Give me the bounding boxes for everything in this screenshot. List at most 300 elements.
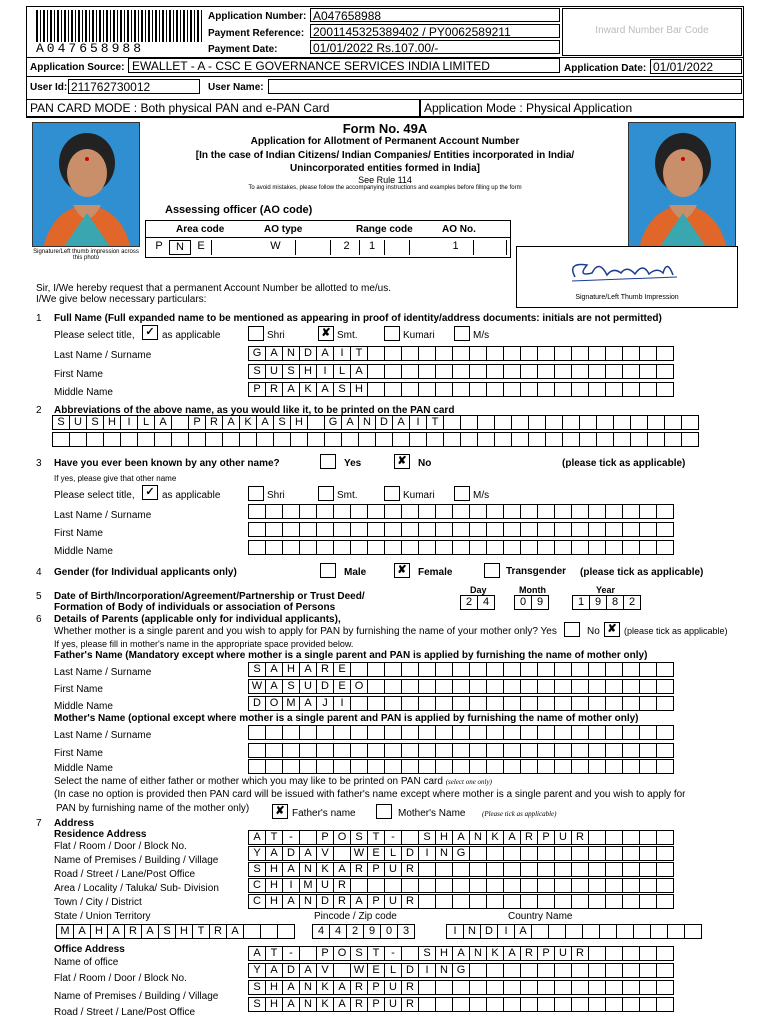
q5-month-grid [514, 595, 549, 610]
char-cell [384, 725, 402, 740]
username-label: User Name: [208, 82, 264, 93]
char-cell [469, 696, 487, 711]
char-cell [562, 432, 580, 447]
ao-range-grid [334, 240, 410, 255]
char-cell [290, 432, 308, 447]
char-cell [511, 432, 529, 447]
char-cell [248, 759, 266, 774]
char-cell [616, 924, 634, 939]
char-cell: K [239, 415, 257, 430]
char-cell [486, 878, 504, 893]
char-cell [333, 963, 351, 978]
char-cell [486, 862, 504, 877]
char-cell [605, 382, 623, 397]
char-cell: P [188, 415, 206, 430]
char-cell [630, 432, 648, 447]
char-cell: 2 [623, 595, 641, 610]
char-cell [435, 540, 453, 555]
char-cell: U [69, 415, 87, 430]
char-cell [384, 662, 402, 677]
q6-yes-checkbox[interactable] [564, 622, 580, 637]
char-cell [418, 759, 436, 774]
char-cell: L [333, 364, 351, 379]
username-box [268, 79, 742, 94]
char-cell [384, 759, 402, 774]
char-cell [486, 980, 504, 995]
char-cell [486, 522, 504, 537]
char-cell [605, 980, 623, 995]
char-cell [656, 894, 674, 909]
q7-road-label: Road / Street / Lane/Post Office [54, 869, 196, 880]
char-cell: H [350, 382, 368, 397]
q4-trans-checkbox[interactable] [484, 563, 500, 578]
char-cell: A [452, 946, 470, 961]
char-cell [622, 997, 640, 1012]
char-cell [418, 364, 436, 379]
char-cell: N [299, 862, 317, 877]
char-cell: S [248, 364, 266, 379]
ao-h-type: AO type [264, 224, 303, 235]
char-cell [656, 522, 674, 537]
char-cell [469, 980, 487, 995]
char-cell [486, 846, 504, 861]
mode-value: PAN CARD MODE : Both physical PAN and e-PAN Card [30, 101, 330, 115]
char-cell [537, 346, 555, 361]
char-cell [511, 415, 529, 430]
char-cell: U [384, 862, 402, 877]
q6-father-checkbox[interactable]: ✘ [272, 804, 288, 819]
char-cell [520, 759, 538, 774]
char-cell: S [273, 415, 291, 430]
char-cell [477, 432, 495, 447]
char-cell [418, 980, 436, 995]
char-cell [435, 980, 453, 995]
char-cell: H [435, 830, 453, 845]
q6-m-first-grid [248, 743, 674, 758]
char-cell [554, 963, 572, 978]
q6-ifyes: If yes, please fill in mother's name in the appropriate space provided below. [54, 639, 354, 649]
q7-country-grid [446, 924, 702, 939]
char-cell: 9 [589, 595, 607, 610]
char-cell [154, 432, 172, 447]
ao-h-no: AO No. [442, 224, 476, 235]
char-cell: N [358, 415, 376, 430]
char-cell [299, 540, 317, 555]
char-cell [418, 662, 436, 677]
char-cell [588, 679, 606, 694]
char-cell [650, 924, 668, 939]
char-cell [571, 846, 589, 861]
char-cell: 1 [572, 595, 590, 610]
char-cell [307, 415, 325, 430]
char-cell: T [367, 946, 385, 961]
q2-num: 2 [36, 405, 42, 416]
q1-first-grid [248, 364, 674, 379]
char-cell: N [299, 894, 317, 909]
char-cell [656, 878, 674, 893]
char-cell [384, 382, 402, 397]
char-cell: K [316, 862, 334, 877]
char-cell [486, 894, 504, 909]
char-cell [282, 522, 300, 537]
char-cell: I [418, 963, 436, 978]
char-cell: R [520, 830, 538, 845]
q2-title: Abbreviations of the above name, as you would like it, to be printed on the PAN card [54, 405, 455, 416]
char-cell [418, 894, 436, 909]
app-date-label: Application Date: [564, 63, 647, 74]
char-cell: P [248, 382, 266, 397]
pay-ref-box [310, 24, 560, 38]
char-cell [486, 540, 504, 555]
char-cell [367, 522, 385, 537]
char-cell [265, 522, 283, 537]
q7-o-prem-grid [248, 963, 674, 978]
q6-select-text: Select the name of either father or mother which you may like to be printed on PAN card [54, 776, 443, 787]
ao-title: Assessing officer (AO code) [165, 204, 313, 216]
checkmark-icon: ✓ [142, 325, 158, 340]
char-cell [528, 432, 546, 447]
char-cell [622, 346, 640, 361]
char-cell [537, 382, 555, 397]
q7-road-grid [248, 862, 674, 877]
q3-smt-checkbox[interactable] [318, 486, 334, 501]
char-cell [503, 522, 521, 537]
char-cell [554, 846, 572, 861]
q7-area-grid [248, 878, 674, 893]
char-cell: R [350, 980, 368, 995]
q1-first-label: First Name [54, 369, 103, 380]
char-cell [435, 759, 453, 774]
char-cell [639, 725, 657, 740]
char-cell [639, 382, 657, 397]
char-cell [605, 743, 623, 758]
char-cell [265, 759, 283, 774]
char-cell [486, 743, 504, 758]
char-cell: L [384, 963, 402, 978]
char-cell [401, 382, 419, 397]
char-cell [554, 522, 572, 537]
ao-type-grid [256, 240, 331, 255]
barcode-text: A047658988 [36, 41, 145, 56]
char-cell: G [452, 963, 470, 978]
q3-yes-checkbox[interactable] [320, 454, 336, 469]
char-cell [639, 522, 657, 537]
char-cell [333, 846, 351, 861]
char-cell [588, 382, 606, 397]
char-cell [375, 432, 393, 447]
q6-f-last-label: Last Name / Surname [54, 667, 152, 678]
char-cell [120, 432, 138, 447]
char-cell: I [333, 696, 351, 711]
char-cell: H [175, 924, 193, 939]
char-cell [282, 725, 300, 740]
char-cell: A [452, 830, 470, 845]
char-cell [554, 980, 572, 995]
char-cell [426, 432, 444, 447]
person-photo-right [629, 123, 736, 247]
q6-no-checkbox[interactable]: ✘ [604, 622, 620, 637]
char-cell [299, 743, 317, 758]
q6-m-last-label: Last Name / Surname [54, 730, 152, 741]
char-cell [554, 878, 572, 893]
char-cell [452, 980, 470, 995]
char-cell [401, 743, 419, 758]
char-cell [565, 924, 583, 939]
char-cell [571, 364, 589, 379]
char-cell [520, 540, 538, 555]
char-cell: H [265, 894, 283, 909]
char-cell [520, 980, 538, 995]
char-cell [656, 997, 674, 1012]
q1-ms-checkbox[interactable] [454, 326, 470, 341]
char-cell [469, 504, 487, 519]
q3-kumari-checkbox[interactable] [384, 486, 400, 501]
char-cell [571, 540, 589, 555]
char-cell [639, 946, 657, 961]
sig-caption: Signature/Left Thumb Impression [575, 294, 679, 301]
char-cell [548, 924, 566, 939]
char-cell [256, 432, 274, 447]
intro-2: I/We give below necessary particulars: [36, 294, 207, 305]
char-cell: A [316, 346, 334, 361]
char-cell [248, 540, 266, 555]
q3-shri: Shri [267, 490, 285, 501]
char-cell: E [367, 963, 385, 978]
char-cell [418, 504, 436, 519]
char-cell: P [537, 830, 555, 845]
char-cell [299, 522, 317, 537]
char-cell [622, 743, 640, 758]
form-title: Form No. 49A [342, 121, 428, 136]
q7-country-label: Country Name [508, 911, 573, 922]
char-cell: O [333, 946, 351, 961]
q1-title: Full Name (Full expanded name to be mentioned as appearing in proof of identity/address documents: initials are not permitted) [54, 313, 662, 324]
q5-month-label: Month [519, 585, 546, 595]
char-cell [205, 432, 223, 447]
char-cell [367, 364, 385, 379]
char-cell [469, 725, 487, 740]
char-cell [248, 725, 266, 740]
char-cell [639, 894, 657, 909]
char-cell: - [282, 830, 300, 845]
char-cell [622, 662, 640, 677]
q3-ms-checkbox[interactable] [454, 486, 470, 501]
char-cell [503, 662, 521, 677]
char-cell [460, 415, 478, 430]
char-cell [367, 540, 385, 555]
char-cell: 0 [514, 595, 532, 610]
q1-kumari-checkbox[interactable] [384, 326, 400, 341]
char-cell [554, 743, 572, 758]
q3-first-grid [248, 522, 674, 537]
char-cell [571, 759, 589, 774]
char-cell [503, 878, 521, 893]
char-cell [486, 997, 504, 1012]
char-cell [333, 504, 351, 519]
char-cell: R [265, 382, 283, 397]
char-cell [622, 696, 640, 711]
char-cell [656, 346, 674, 361]
char-cell [537, 980, 555, 995]
q6-mother-checkbox[interactable] [376, 804, 392, 819]
char-cell: N [435, 963, 453, 978]
char-cell [452, 540, 470, 555]
char-cell [622, 963, 640, 978]
char-cell [656, 743, 674, 758]
char-cell [588, 504, 606, 519]
char-cell: A [333, 862, 351, 877]
char-cell [622, 522, 640, 537]
q1-smt-checkbox[interactable]: ✘ [318, 326, 334, 341]
char-cell [248, 504, 266, 519]
char-cell [622, 679, 640, 694]
char-cell [656, 830, 674, 845]
char-cell: E [333, 679, 351, 694]
char-cell [435, 662, 453, 677]
char-cell [605, 662, 623, 677]
char-cell: A [256, 415, 274, 430]
char-cell [384, 504, 402, 519]
char-cell [435, 346, 453, 361]
char-cell [605, 504, 623, 519]
char-cell: K [486, 830, 504, 845]
char-cell: U [384, 894, 402, 909]
q1-middle-label: Middle Name [54, 387, 113, 398]
q2-abbr-grid-2 [52, 432, 699, 447]
char-cell [392, 432, 410, 447]
q6-tick-note: (please tick as applicable) [624, 626, 728, 636]
char-cell [639, 997, 657, 1012]
char-cell [639, 679, 657, 694]
char-cell [520, 846, 538, 861]
char-cell [588, 725, 606, 740]
photo-left [32, 122, 140, 247]
char-cell: S [418, 946, 436, 961]
char-cell [350, 725, 368, 740]
char-cell: A [107, 924, 125, 939]
char-cell: H [90, 924, 108, 939]
q3-applicable: as applicable [162, 490, 221, 501]
char-cell [537, 963, 555, 978]
char-cell [248, 522, 266, 537]
q5-year-label: Year [596, 585, 616, 595]
q3-num: 3 [36, 458, 42, 469]
q3-tick-note: (please tick as applicable) [562, 458, 686, 469]
char-cell [605, 364, 623, 379]
char-cell [537, 504, 555, 519]
char-cell [605, 346, 623, 361]
q3-smt: Smt. [337, 490, 358, 501]
q6-select-line [54, 776, 492, 787]
char-cell [520, 504, 538, 519]
char-cell [418, 522, 436, 537]
char-cell [469, 878, 487, 893]
q7-o-road2-grid [248, 997, 674, 1012]
q1-kumari: Kumari [403, 330, 435, 341]
char-cell: 9 [531, 595, 549, 610]
char-cell [520, 346, 538, 361]
char-cell [622, 946, 640, 961]
char-cell: A [141, 924, 159, 939]
char-cell [664, 415, 682, 430]
char-cell [469, 522, 487, 537]
char-cell [656, 862, 674, 877]
char-cell [503, 980, 521, 995]
q5-title1: Date of Birth/Incorporation/Agreement/Partnership or Trust Deed/ [54, 591, 365, 602]
char-cell: U [384, 980, 402, 995]
char-cell [435, 997, 453, 1012]
char-cell: D [248, 696, 266, 711]
char-cell [494, 432, 512, 447]
q7-o-flat-grid [248, 946, 674, 961]
char-cell [333, 725, 351, 740]
q6-f-first-grid [248, 679, 674, 694]
char-cell [486, 725, 504, 740]
char-cell [639, 980, 657, 995]
char-cell [571, 963, 589, 978]
pay-ref-label: Payment Reference: [208, 28, 305, 39]
char-cell [316, 522, 334, 537]
char-cell [503, 540, 521, 555]
char-cell [367, 759, 385, 774]
char-cell: 0 [380, 924, 398, 939]
char-cell: H [265, 980, 283, 995]
q4-male-checkbox[interactable] [320, 563, 336, 578]
char-cell: 4 [329, 924, 347, 939]
char-cell: A [282, 997, 300, 1012]
char-cell [350, 540, 368, 555]
q6-select-only: (select one only) [445, 778, 492, 786]
char-cell [537, 894, 555, 909]
char-cell: R [205, 415, 223, 430]
q6-mother-opt: Mother's Name [398, 808, 466, 819]
q7-pin-label: Pincode / Zip code [314, 911, 397, 922]
char-cell [605, 946, 623, 961]
char-cell [656, 946, 674, 961]
char-cell: A [350, 894, 368, 909]
q1-shri-checkbox[interactable] [248, 326, 264, 341]
char-cell [260, 924, 278, 939]
char-cell [324, 432, 342, 447]
char-cell [401, 759, 419, 774]
barcode [36, 10, 202, 42]
q3-no-checkbox[interactable]: ✘ [394, 454, 410, 469]
userid-box [68, 79, 200, 94]
q3-middle-grid [248, 540, 674, 555]
char-cell: A [299, 963, 317, 978]
char-cell [452, 364, 470, 379]
char-cell [418, 878, 436, 893]
char-cell [282, 759, 300, 774]
q4-female-checkbox[interactable]: ✘ [394, 563, 410, 578]
q3-first-label: First Name [54, 528, 103, 539]
char-cell [299, 759, 317, 774]
char-cell [350, 696, 368, 711]
char-cell [588, 696, 606, 711]
char-cell: K [299, 382, 317, 397]
char-cell: U [265, 364, 283, 379]
q3-shri-checkbox[interactable] [248, 486, 264, 501]
char-cell [452, 743, 470, 758]
q6-f-last-grid [248, 662, 674, 677]
char-cell [667, 924, 685, 939]
char-cell [520, 862, 538, 877]
person-photo-left [33, 123, 140, 247]
char-cell: I [120, 415, 138, 430]
char-cell [588, 894, 606, 909]
char-cell [384, 364, 402, 379]
char-cell: N [299, 997, 317, 1012]
